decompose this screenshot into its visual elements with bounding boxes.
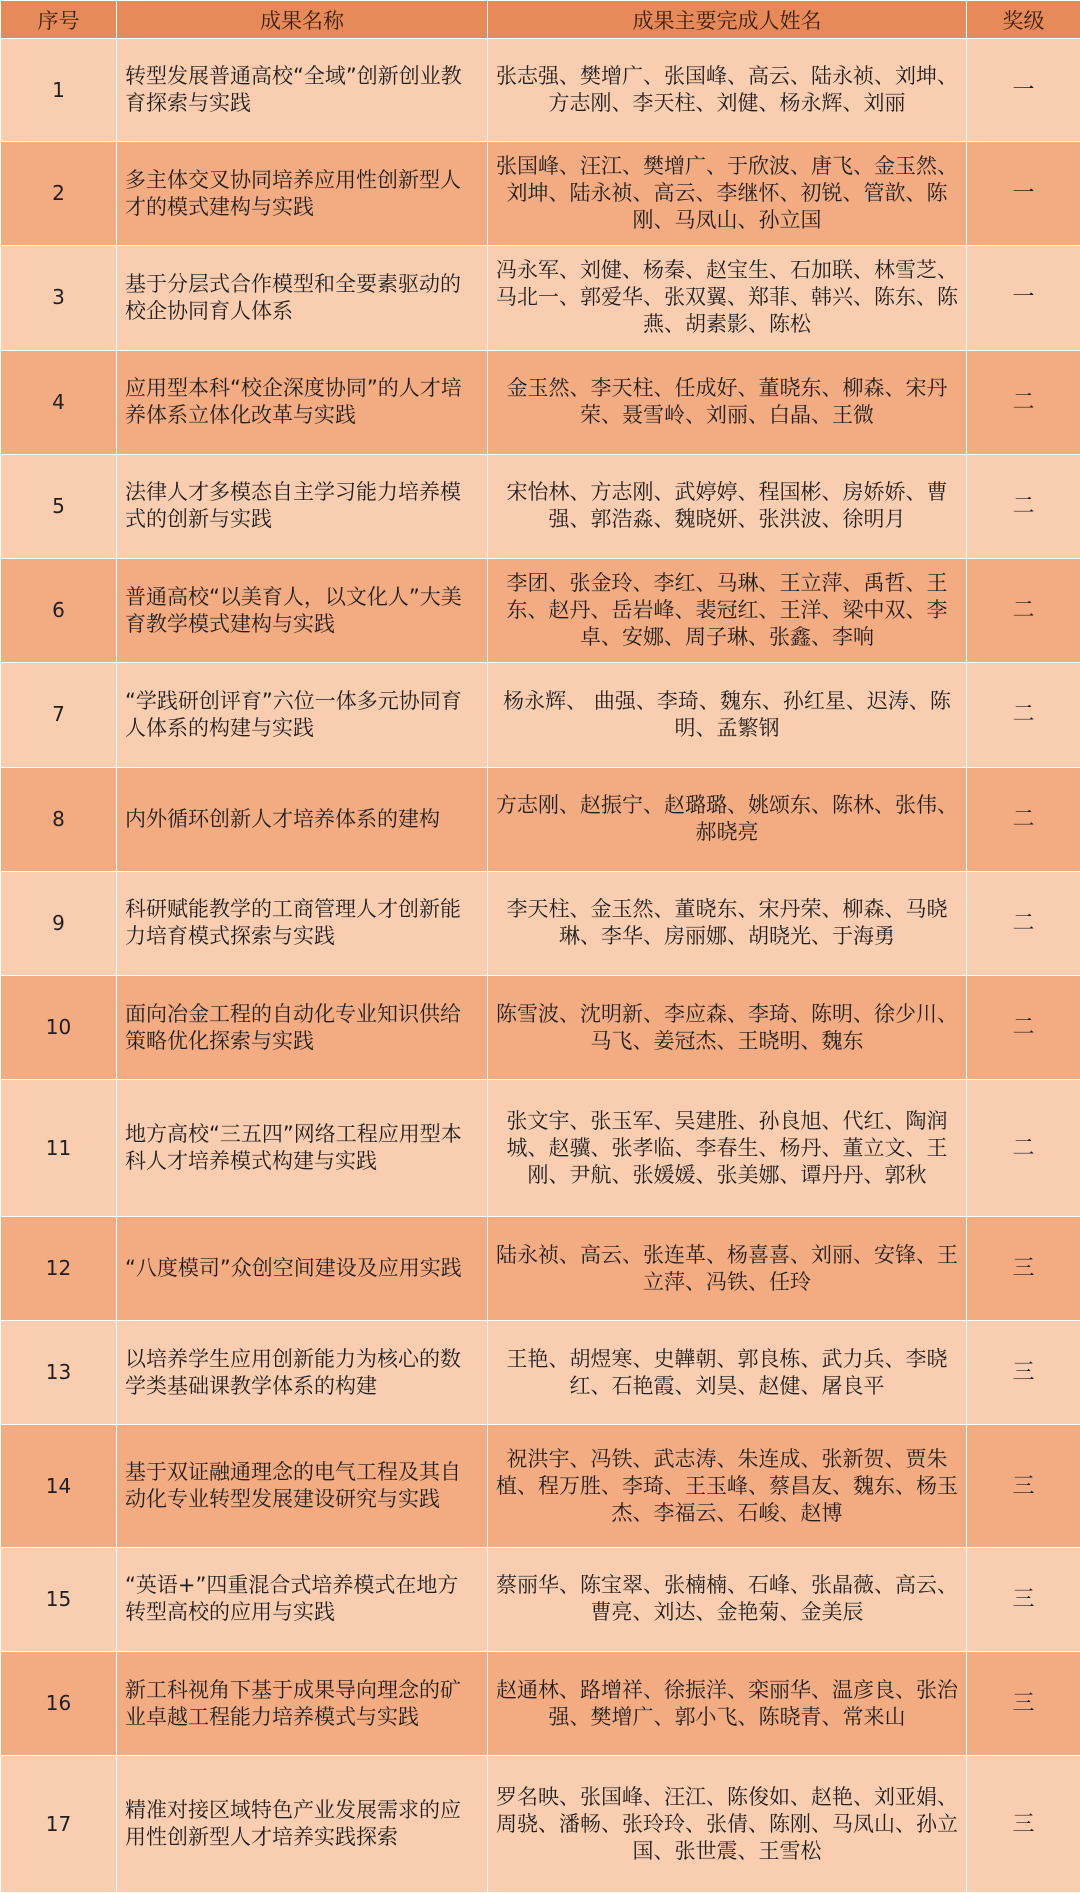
table-row bbox=[1, 454, 1080, 558]
row-number-cell bbox=[1, 1321, 117, 1425]
table-row bbox=[1, 39, 1080, 142]
row-number: 12 bbox=[45, 1256, 72, 1281]
main-contributors: 张志强、樊增广、张国峰、高云、陆永祯、刘坤、方志刚、李天柱、刘健、杨永辉、刘丽 bbox=[496, 64, 958, 116]
award-level-cell bbox=[967, 1425, 1080, 1547]
main-contributors: 罗名映、张国峰、汪江、陈俊如、赵艳、刘亚娟、周骁、潘畅、张玲玲、张倩、陈刚、马凤山、孙立国、张世震、王雪松 bbox=[496, 1784, 958, 1863]
main-contributors-cell bbox=[488, 559, 967, 663]
row-number-cell bbox=[1, 871, 117, 975]
achievement-name-cell bbox=[117, 1216, 488, 1320]
achievement-name-cell bbox=[117, 246, 488, 350]
achievement-name-cell bbox=[117, 871, 488, 975]
row-number: 13 bbox=[45, 1360, 72, 1385]
table-row bbox=[1, 1547, 1080, 1651]
award-level-cell bbox=[967, 663, 1080, 767]
table-row bbox=[1, 350, 1080, 454]
row-number-cell bbox=[1, 1216, 117, 1320]
table-row bbox=[1, 663, 1080, 767]
award-level: 一 bbox=[1012, 181, 1035, 207]
table-row bbox=[1, 1080, 1080, 1217]
main-contributors: 赵通林、路增祥、徐振洋、栾丽华、温彦良、张治强、樊增广、郭小飞、陈晓青、常来山 bbox=[496, 1677, 958, 1729]
award-level: 三 bbox=[1012, 1256, 1035, 1282]
header-award-level: 奖级 bbox=[967, 1, 1080, 39]
award-level: 二 bbox=[1012, 389, 1035, 415]
main-contributors-cell bbox=[488, 142, 967, 246]
row-number-cell bbox=[1, 1651, 117, 1755]
achievement-name: 以培养学生应用创新能力为核心的数学类基础课教学体系的构建 bbox=[125, 1346, 461, 1398]
award-level-cell bbox=[967, 142, 1080, 246]
award-level: 三 bbox=[1012, 1811, 1035, 1837]
achievement-name-cell bbox=[117, 663, 488, 767]
table-row bbox=[1, 1651, 1080, 1755]
award-level: 三 bbox=[1012, 1691, 1035, 1717]
achievement-name: 基于分层式合作模型和全要素驱动的校企协同育人体系 bbox=[125, 271, 461, 323]
achievement-name-cell bbox=[117, 454, 488, 558]
row-number: 1 bbox=[52, 77, 65, 102]
award-level-cell bbox=[967, 1756, 1080, 1893]
row-number: 10 bbox=[45, 1015, 72, 1040]
main-contributors-cell bbox=[488, 350, 967, 454]
award-level-cell bbox=[967, 1547, 1080, 1651]
achievement-name-cell bbox=[117, 976, 488, 1080]
row-number-cell bbox=[1, 1080, 117, 1217]
main-contributors-cell bbox=[488, 1651, 967, 1755]
main-contributors-cell bbox=[488, 1321, 967, 1425]
main-contributors: 李团、张金玲、李红、马琳、王立萍、禹哲、王东、赵丹、岳岩峰、裴冠红、王洋、梁中双、李卓、安娜、周子琳、张鑫、李响 bbox=[506, 571, 948, 650]
header-number: 序号 bbox=[1, 1, 117, 39]
row-number-cell bbox=[1, 246, 117, 350]
achievement-name-cell bbox=[117, 1547, 488, 1651]
achievement-name-cell bbox=[117, 1425, 488, 1547]
main-contributors-cell bbox=[488, 454, 967, 558]
achievement-name-cell bbox=[117, 1321, 488, 1425]
award-level-cell bbox=[967, 976, 1080, 1080]
main-contributors: 祝洪宇、冯铁、武志涛、朱连成、张新贺、贾朱植、程万胜、李琦、王玉峰、蔡昌友、魏东、杨玉杰、李福云、石峻、赵博 bbox=[496, 1446, 958, 1525]
table-row bbox=[1, 1756, 1080, 1893]
row-number-cell bbox=[1, 142, 117, 246]
award-level-cell bbox=[967, 350, 1080, 454]
main-contributors-cell bbox=[488, 1547, 967, 1651]
award-level: 一 bbox=[1012, 285, 1035, 311]
table-header bbox=[1, 1, 1080, 39]
achievement-name-cell bbox=[117, 1756, 488, 1893]
achievement-name: 地方高校“三五四”网络工程应用型本科人才培养模式构建与实践 bbox=[125, 1122, 462, 1174]
table-row bbox=[1, 559, 1080, 663]
table-row bbox=[1, 871, 1080, 975]
row-number-cell bbox=[1, 350, 117, 454]
achievement-name: 精准对接区域特色产业发展需求的应用性创新型人才培养实践探索 bbox=[125, 1798, 461, 1850]
table-row bbox=[1, 1321, 1080, 1425]
main-contributors-cell bbox=[488, 663, 967, 767]
main-contributors-cell bbox=[488, 39, 967, 142]
achievement-name-cell bbox=[117, 39, 488, 142]
row-number-cell bbox=[1, 1756, 117, 1893]
award-level: 二 bbox=[1012, 1135, 1035, 1161]
achievement-name: “英语+”四重混合式培养模式在地方转型高校的应用与实践 bbox=[125, 1573, 459, 1625]
row-number-cell bbox=[1, 767, 117, 871]
award-level: 三 bbox=[1012, 1473, 1035, 1499]
row-number: 8 bbox=[52, 806, 65, 831]
main-contributors: 张国峰、汪江、樊增广、于欣波、唐飞、金玉然、刘坤、陆永祯、高云、李继怀、初锐、管歆、陈刚、马凤山、孙立国 bbox=[496, 154, 958, 233]
table-body bbox=[1, 39, 1080, 1893]
header-achievement-name: 成果名称 bbox=[117, 1, 488, 39]
award-level: 二 bbox=[1012, 702, 1035, 728]
achievement-name-cell bbox=[117, 1651, 488, 1755]
achievement-name: “八度模司”众创空间建设及应用实践 bbox=[125, 1256, 462, 1281]
main-contributors: 张文宇、张玉军、吴建胜、孙良旭、代红、陶润城、赵骥、张孝临、李春生、杨丹、董立文、王刚、尹航、张媛媛、张美娜、谭丹丹、郭秋 bbox=[506, 1108, 948, 1187]
award-level: 二 bbox=[1012, 493, 1035, 519]
row-number: 5 bbox=[52, 493, 65, 518]
row-number: 15 bbox=[45, 1586, 72, 1611]
row-number: 3 bbox=[52, 285, 65, 310]
header-main-contributors: 成果主要完成人姓名 bbox=[488, 1, 967, 39]
award-level-cell bbox=[967, 1080, 1080, 1217]
main-contributors-cell bbox=[488, 1080, 967, 1217]
achievement-name: 应用型本科“校企深度协同”的人才培养体系立体化改革与实践 bbox=[125, 376, 462, 428]
achievement-name: 基于双证融通理念的电气工程及其自动化专业转型发展建设研究与实践 bbox=[125, 1460, 461, 1512]
award-level: 二 bbox=[1012, 1015, 1035, 1041]
award-level: 二 bbox=[1012, 598, 1035, 624]
table-row bbox=[1, 767, 1080, 871]
achievement-name: 普通高校“以美育人，以文化人”大美育教学模式建构与实践 bbox=[125, 584, 462, 636]
row-number-cell bbox=[1, 39, 117, 142]
achievement-name: 科研赋能教学的工商管理人才创新能力培育模式探索与实践 bbox=[125, 897, 461, 949]
row-number-cell bbox=[1, 663, 117, 767]
row-number: 16 bbox=[45, 1691, 72, 1716]
achievement-name: 新工科视角下基于成果导向理念的矿业卓越工程能力培养模式与实践 bbox=[125, 1677, 461, 1729]
main-contributors-cell bbox=[488, 1216, 967, 1320]
table-row bbox=[1, 976, 1080, 1080]
award-level: 二 bbox=[1012, 806, 1035, 832]
table-row bbox=[1, 1425, 1080, 1547]
achievement-name-cell bbox=[117, 1080, 488, 1217]
award-level-cell bbox=[967, 1651, 1080, 1755]
main-contributors: 蔡丽华、陈宝翠、张楠楠、石峰、张晶薇、高云、曹亮、刘达、金艳菊、金美辰 bbox=[496, 1573, 958, 1625]
main-contributors-cell bbox=[488, 1756, 967, 1893]
award-level: 二 bbox=[1012, 910, 1035, 936]
achievement-name: “学践研创评育”六位一体多元协同育人体系的构建与实践 bbox=[125, 688, 462, 740]
achievement-name: 多主体交叉协同培养应用性创新型人才的模式建构与实践 bbox=[125, 167, 461, 219]
award-level-cell bbox=[967, 454, 1080, 558]
main-contributors: 杨永辉、 曲强、李琦、魏东、孙红星、迟涛、陈明、孟繁钢 bbox=[503, 688, 951, 740]
achievement-name-cell bbox=[117, 559, 488, 663]
main-contributors: 陆永祯、高云、张连革、杨喜喜、刘丽、安锋、王立萍、冯铁、任玲 bbox=[496, 1242, 958, 1294]
achievement-name-cell bbox=[117, 350, 488, 454]
main-contributors-cell bbox=[488, 767, 967, 871]
achievement-name: 内外循环创新人才培养体系的建构 bbox=[125, 806, 440, 831]
main-contributors-cell bbox=[488, 246, 967, 350]
main-contributors-cell bbox=[488, 976, 967, 1080]
row-number: 7 bbox=[52, 702, 65, 727]
award-level-cell bbox=[967, 767, 1080, 871]
main-contributors: 金玉然、李天柱、任成好、董晓东、柳森、宋丹荣、聂雪岭、刘丽、白晶、王微 bbox=[506, 376, 948, 428]
table-row bbox=[1, 246, 1080, 350]
row-number-cell bbox=[1, 559, 117, 663]
main-contributors: 宋怡林、方志刚、武婷婷、程国彬、房娇娇、曹强、郭浩淼、魏晓妍、张洪波、徐明月 bbox=[506, 480, 948, 532]
award-level: 一 bbox=[1012, 77, 1035, 103]
award-level: 三 bbox=[1012, 1360, 1035, 1386]
award-level-cell bbox=[967, 246, 1080, 350]
award-level-cell bbox=[967, 1216, 1080, 1320]
achievement-name-cell bbox=[117, 142, 488, 246]
row-number: 2 bbox=[52, 181, 65, 206]
main-contributors: 方志刚、赵振宁、赵璐璐、姚颂东、陈林、张伟、郝晓亮 bbox=[496, 793, 958, 845]
row-number: 9 bbox=[52, 910, 65, 935]
row-number: 11 bbox=[45, 1135, 72, 1160]
award-level-cell bbox=[967, 871, 1080, 975]
achievement-name: 转型发展普通高校“全域”创新创业教育探索与实践 bbox=[125, 64, 462, 116]
row-number: 4 bbox=[52, 389, 65, 414]
header-row bbox=[1, 1, 1080, 39]
main-contributors-cell bbox=[488, 1425, 967, 1547]
main-contributors: 李天柱、金玉然、董晓东、宋丹荣、柳森、马晓琳、李华、房丽娜、胡晓光、于海勇 bbox=[506, 897, 948, 949]
main-contributors: 冯永军、刘健、杨秦、赵宝生、石加联、林雪芝、马北一、郭爱华、张双翼、郑菲、韩兴、陈东、陈燕、胡素影、陈松 bbox=[496, 258, 958, 337]
row-number: 6 bbox=[52, 598, 65, 623]
main-contributors: 陈雪波、沈明新、李应森、李琦、陈明、徐少川、马飞、姜冠杰、王晓明、魏东 bbox=[496, 1001, 958, 1053]
award-level-cell bbox=[967, 1321, 1080, 1425]
achievement-name-cell bbox=[117, 767, 488, 871]
row-number-cell bbox=[1, 1547, 117, 1651]
row-number: 14 bbox=[45, 1473, 72, 1498]
main-contributors-cell bbox=[488, 871, 967, 975]
award-level: 三 bbox=[1012, 1586, 1035, 1612]
achievement-name: 面向冶金工程的自动化专业知识供给策略优化探索与实践 bbox=[125, 1001, 461, 1053]
award-level-cell bbox=[967, 39, 1080, 142]
row-number: 17 bbox=[45, 1811, 72, 1836]
row-number-cell bbox=[1, 454, 117, 558]
row-number-cell bbox=[1, 1425, 117, 1547]
award-level-cell bbox=[967, 559, 1080, 663]
row-number-cell bbox=[1, 976, 117, 1080]
achievement-name: 法律人才多模态自主学习能力培养模式的创新与实践 bbox=[125, 480, 461, 532]
main-contributors: 王艳、胡煜寒、史韡朝、郭良栋、武力兵、李晓红、石艳霞、刘昊、赵健、屠良平 bbox=[506, 1346, 948, 1398]
table-row bbox=[1, 1216, 1080, 1320]
table-row bbox=[1, 142, 1080, 246]
